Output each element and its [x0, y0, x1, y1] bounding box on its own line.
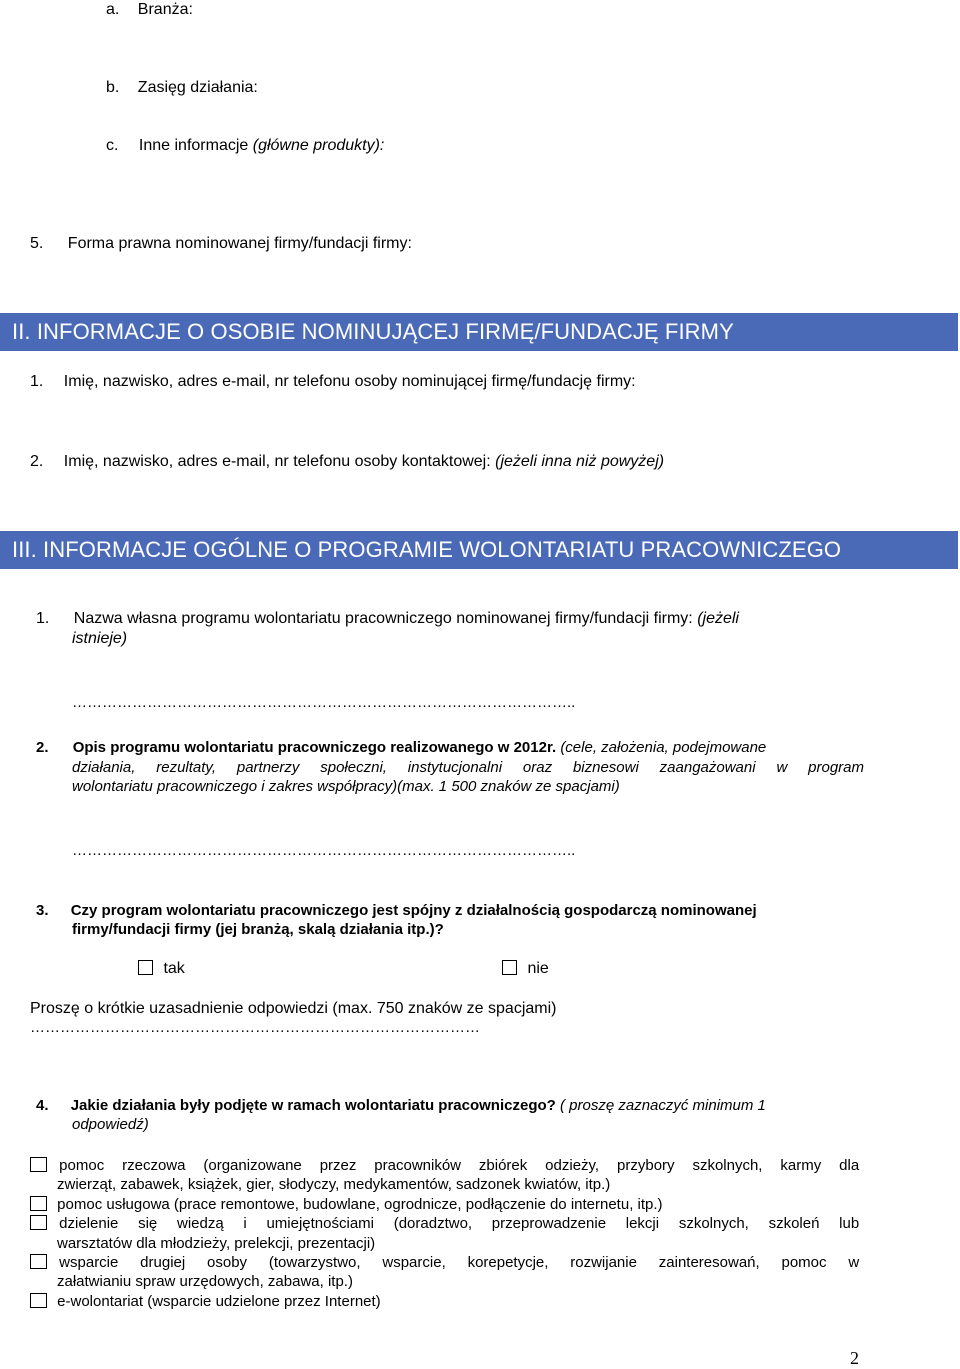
activity-option[interactable]	[30, 1195, 663, 1215]
activity-option[interactable]	[30, 1214, 862, 1234]
list-item-c	[106, 136, 384, 156]
activity-option[interactable]	[30, 1253, 862, 1273]
question-number: 4.	[36, 1097, 49, 1114]
list-marker: c.	[106, 137, 119, 154]
section-2-item-2	[30, 452, 664, 472]
question-2	[36, 738, 864, 758]
item-5	[30, 234, 412, 254]
question-2-note-line-2: działania, rezultaty, partnerzy społeczni, instytucjonalni oraz biznesowi zaangażowani w program	[72, 759, 864, 776]
option-yes-label: tak	[163, 960, 185, 977]
question-2-note-line-3: wolontariatu pracowniczego i zakres współpracy)(max. 1 500 znaków ze spacjami)	[72, 778, 620, 795]
list-item-a	[106, 0, 193, 20]
option-label: e-wolontariat (wsparcie udzielone przez Internet)	[57, 1293, 381, 1310]
question-1	[36, 609, 739, 629]
section-2-heading: II. INFORMACJE O OSOBIE NOMINUJĄCEJ FIRMĘ/FUNDACJĘ FIRMY	[0, 313, 958, 351]
question-3	[36, 901, 864, 921]
question-number: 2.	[36, 739, 49, 756]
question-number: 1.	[36, 610, 50, 627]
checkbox[interactable]	[30, 1293, 47, 1308]
activity-option-cont: warsztatów dla młodzieży, prelekcji, prezentacji)	[57, 1235, 376, 1252]
activity-option[interactable]	[30, 1292, 381, 1312]
page-number: 2	[850, 1348, 859, 1368]
list-item-b	[106, 78, 258, 98]
checkbox[interactable]	[30, 1157, 47, 1172]
list-label: Branża:	[137, 1, 193, 18]
item-label: Imię, nazwisko, adres e-mail, nr telefonu osoby kontaktowej:	[63, 453, 491, 470]
option-yes[interactable]	[138, 959, 185, 979]
question-3-line-2: firmy/fundacji firmy (jej branżą, skalą działania itp.)?	[72, 921, 444, 938]
list-label: Zasięg działania:	[137, 79, 258, 96]
section-2-item-1	[30, 372, 636, 392]
question-label: Opis programu wolontariatu pracowniczego realizowanego w 2012r.	[72, 739, 557, 756]
question-note: (cele, założenia, podejmowane	[560, 739, 767, 756]
question-4	[36, 1096, 864, 1116]
checkbox[interactable]	[30, 1254, 47, 1269]
item-label: Imię, nazwisko, adres e-mail, nr telefonu osoby nominującej firmę/fundację firmy:	[63, 373, 636, 390]
answer-dots-2[interactable]: ………………………………………………………………………………………..	[72, 842, 576, 859]
question-4-note-cont: odpowiedź)	[72, 1116, 149, 1133]
activity-option-cont: załatwianiu spraw urzędowych, zabawa, itp.)	[57, 1273, 353, 1290]
option-label: wsparcie drugiej osoby (towarzystwo, wsparcie, korepetycje, rozwijanie zainteresowań, pomoc w	[59, 1254, 860, 1271]
question-note: (jeżeli	[697, 610, 739, 627]
item-number: 1.	[30, 373, 44, 390]
activity-option[interactable]	[30, 1156, 862, 1176]
option-no[interactable]	[502, 959, 549, 979]
list-marker: a.	[106, 1, 120, 18]
question-label: Jakie działania były podjęte w ramach wolontariatu pracowniczego?	[70, 1097, 556, 1114]
option-no-label: nie	[527, 960, 549, 977]
question-label: Czy program wolontariatu pracowniczego jest spójny z działalnością gospodarczą nominowanej	[70, 902, 757, 919]
answer-dots-1[interactable]: ………………………………………………………………………………………..	[72, 694, 576, 711]
item-note: (jeżeli inna niż powyżej)	[495, 453, 665, 470]
question-note: ( proszę zaznaczyć minimum 1	[560, 1097, 766, 1114]
question-1-note-cont: istnieje)	[72, 630, 128, 647]
item-number: 2.	[30, 453, 44, 470]
section-3-heading: III. INFORMACJE OGÓLNE O PROGRAMIE WOLONTARIATU PRACOWNICZEGO	[0, 531, 958, 569]
checkbox[interactable]	[30, 1215, 47, 1230]
question-number: 3.	[36, 902, 49, 919]
list-marker: b.	[106, 79, 120, 96]
item-number: 5.	[30, 235, 44, 252]
item-label: Forma prawna nominowanej firmy/fundacji firmy:	[67, 235, 412, 252]
option-label: pomoc usługowa (prace remontowe, budowlane, ogrodnicze, podłączenie do internetu, itp.)	[57, 1196, 663, 1213]
answer-dots-3[interactable]: ………………………………………………………………………………	[30, 1019, 480, 1036]
option-label: pomoc rzeczowa (organizowane przez pracowników zbiórek odzieży, przybory szkolnych, karmy dla	[59, 1157, 860, 1174]
activity-option-cont: zwierząt, zabawek, książek, gier, słodyczy, medykamentów, sadzonek kwiatów, itp.)	[57, 1176, 611, 1193]
list-label: Inne informacje	[138, 137, 249, 154]
list-note: (główne produkty):	[252, 137, 385, 154]
checkbox-yes[interactable]	[138, 960, 153, 975]
checkbox-no[interactable]	[502, 960, 517, 975]
question-label: Nazwa własna programu wolontariatu pracowniczego nominowanej firmy/fundacji firmy:	[73, 610, 693, 627]
option-label: dzielenie się wiedzą i umiejętnościami (doradztwo, przeprowadzenie lekcji szkolnych, szkoleń lub	[59, 1215, 860, 1232]
checkbox[interactable]	[30, 1196, 47, 1211]
justification-label: Proszę o krótkie uzasadnienie odpowiedzi (max. 750 znaków ze spacjami)	[30, 1000, 557, 1017]
